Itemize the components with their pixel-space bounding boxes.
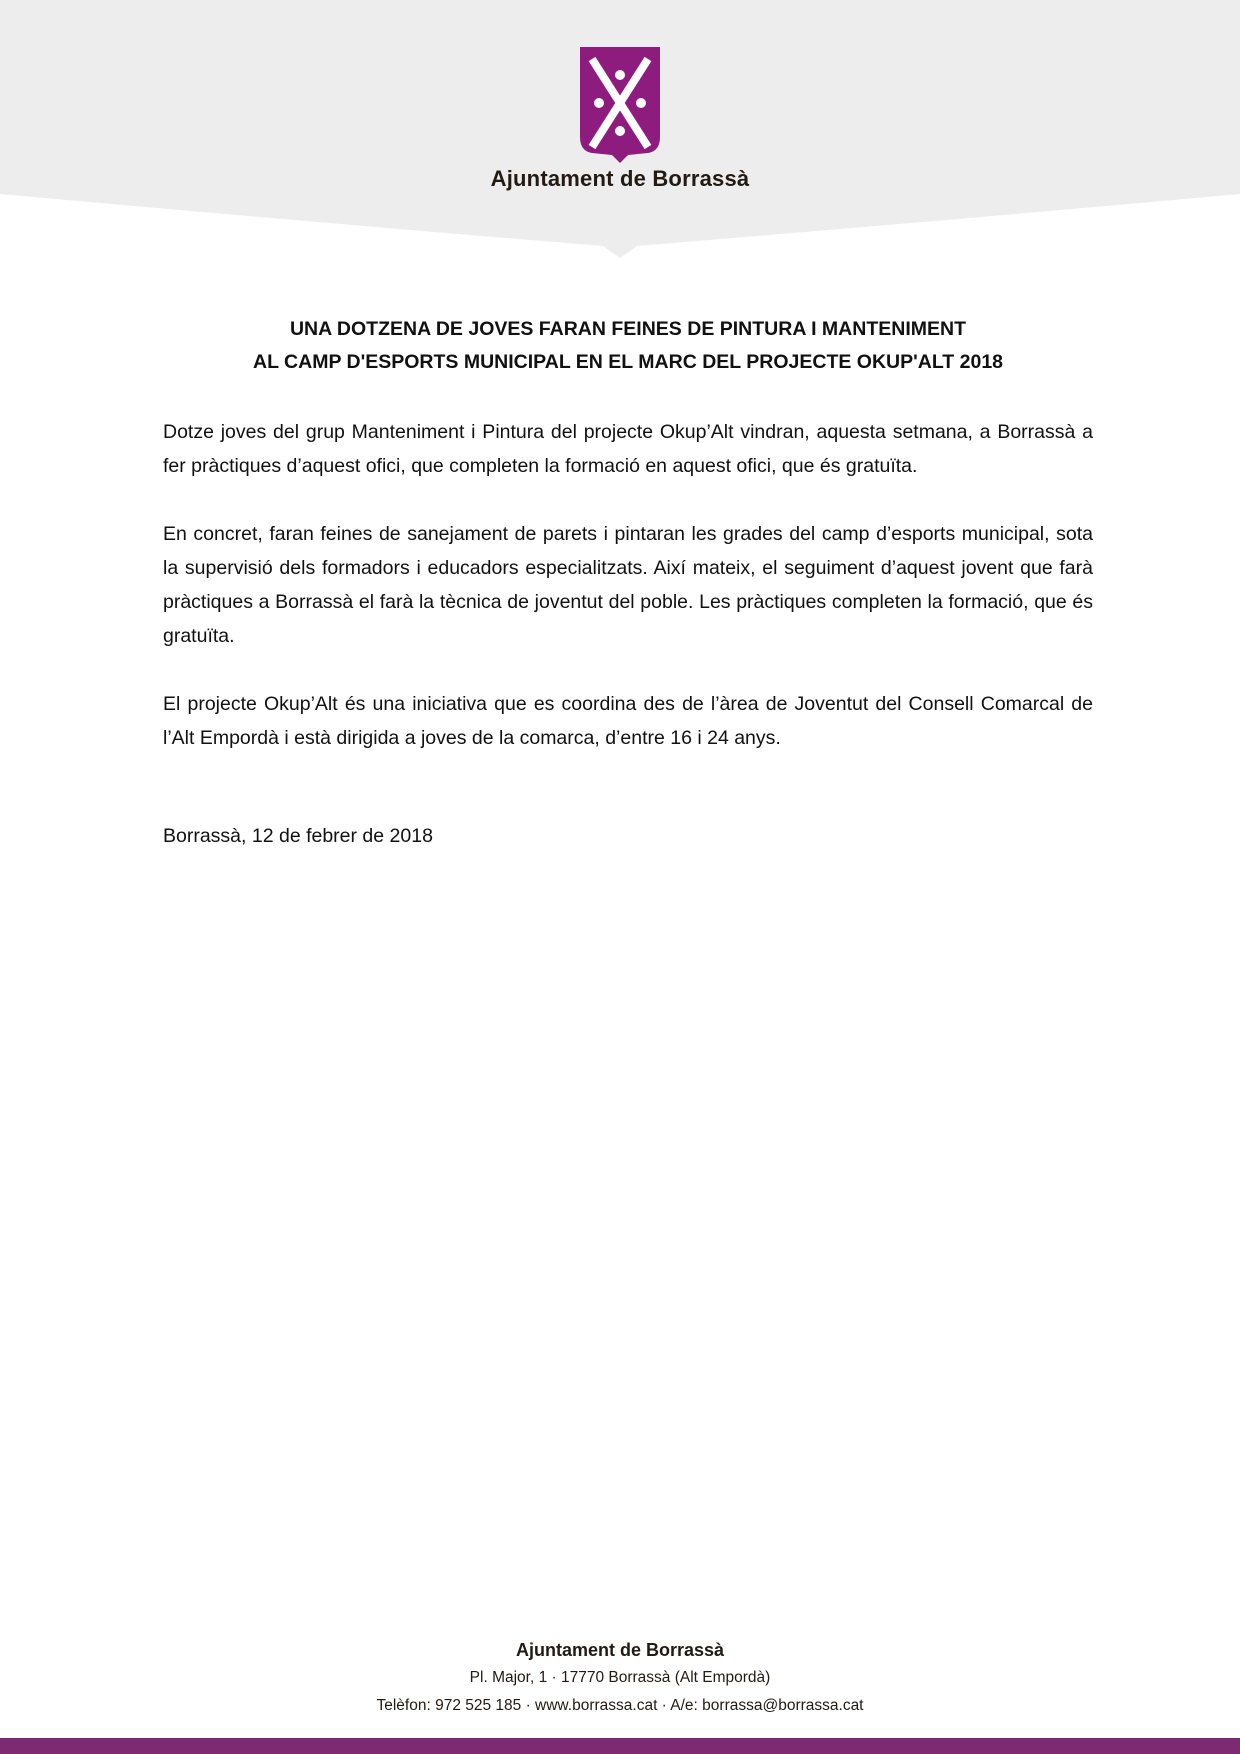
municipal-crest-icon [578,45,662,163]
article-paragraph-3: El projecte Okup’Alt és una iniciativa que es coordina des de l’àrea de Joventut del Consell Comarcal de l’Alt Empordà i està dirigida a joves de la comarca, d’entre 16 i 24 anys. [163,693,1093,749]
article-paragraph-1: Dotze joves del grup Manteniment i Pintura del projecte Okup’Alt vindran, aquesta setmana, a Borrassà a fer pràctiques d’aquest ofici, que completen la formació en aquest ofici, que és gratuïta. [163,421,1093,477]
article-dateline: Borrassà, 12 de febrer de 2018 [163,825,433,847]
header-org-name: Ajuntament de Borrassà [490,166,750,191]
footer-org-name: Ajuntament de Borrassà [515,1640,725,1660]
headline-line-2: AL CAMP D'ESPORTS MUNICIPAL EN EL MARC DEL PROJECTE OKUP'ALT 2018 [252,351,1004,373]
footer-color-bar [0,1738,1240,1754]
footer-address: Pl. Major, 1 · 17770 Borrassà (Alt Empordà) [469,1669,771,1686]
headline-line-1: UNA DOTZENA DE JOVES FARAN FEINES DE PINTURA I MANTENIMENT [289,318,967,340]
article-paragraph-2: En concret, faran feines de sanejament de parets i pintaran les grades del camp d’esports municipal, sota la supervisió dels formadors i educadors especialitzats. Així mateix, el seguiment d’aquest jovent que farà pràctiques a Borrassà el farà la tècnica de joventut del poble. Les pràctiques completen la formació, que és gratuïta. [163,523,1093,647]
letterhead-footer [0,1636,1240,1720]
article-body [163,313,1093,853]
footer-contact: Telèfon: 972 525 185 · www.borrassa.cat · A/e: borrassa@borrassa.cat [376,1697,864,1714]
article-headline [163,313,1093,379]
